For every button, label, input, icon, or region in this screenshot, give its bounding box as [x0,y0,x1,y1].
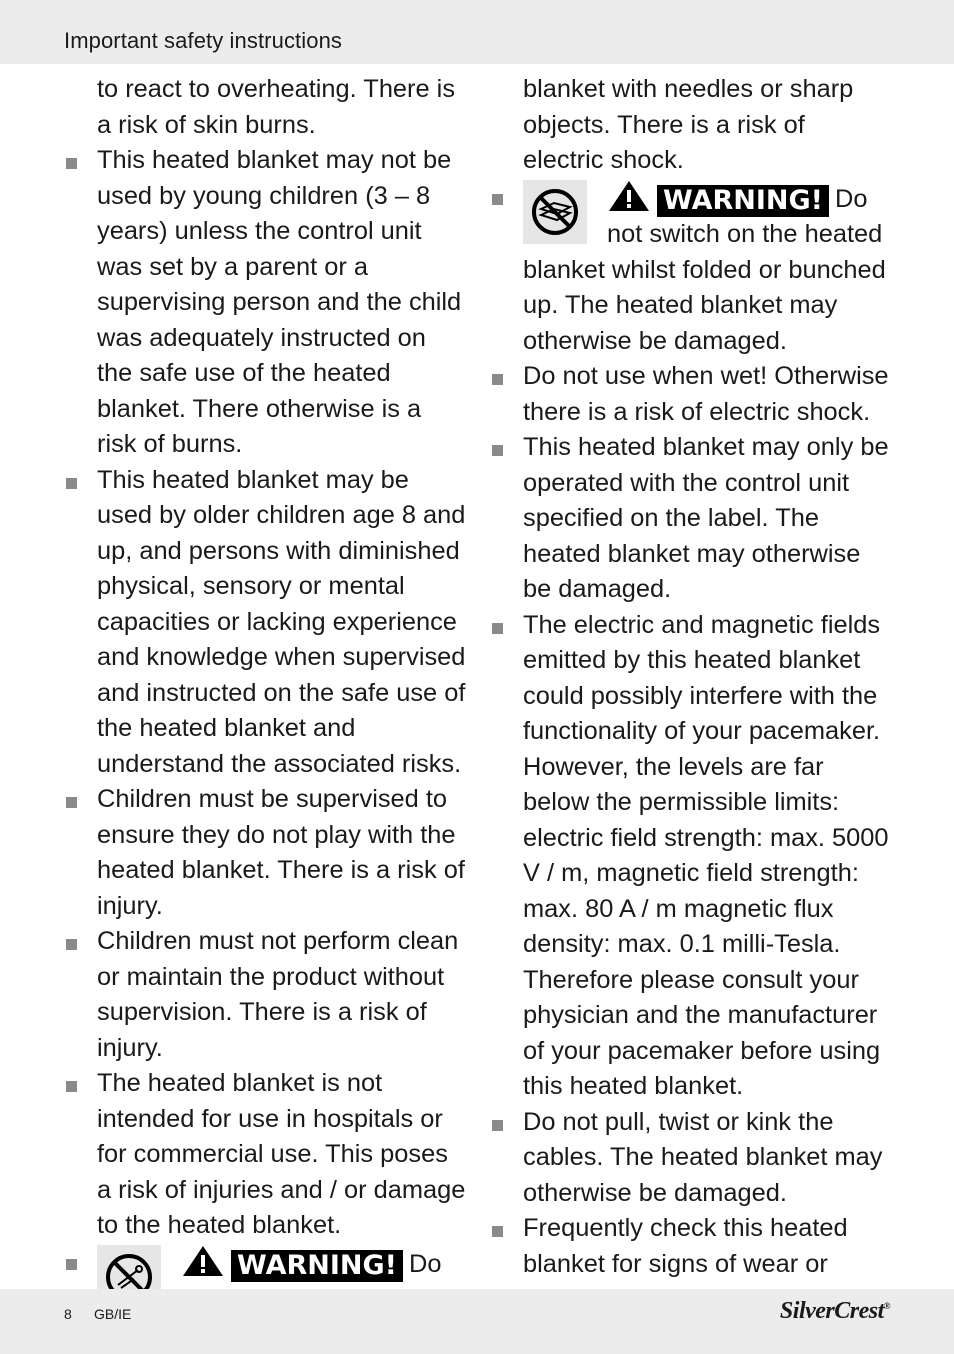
warning-triangle-icon [607,179,651,213]
list-item: This heated blanket may only be operated with the control unit specified on the label. The heated blanket may otherwise be damaged. [490,430,892,608]
continuation-text: to react to overheating. There is a risk of skin burns. [97,75,456,139]
bullet-icon [66,1259,77,1270]
warning-label: WARNING! [231,1250,403,1282]
right-column [490,72,892,1318]
bullet-icon [492,1120,503,1131]
locale-code: GB/IE [94,1306,132,1322]
bullet-icon [66,478,77,489]
list-item: The heated blanket is not intended for use in hospitals or for commercial use. This poses a risk of injuries and / or damage to the heated blanket. [64,1066,466,1244]
list-item: Frequently check this heated blanket for signs of wear or [490,1211,892,1318]
page-header [0,0,954,64]
bullet-icon [492,1226,503,1237]
bullet-icon [66,939,77,950]
bullet-icon [492,374,503,385]
bullet-icon [492,623,503,634]
page-number: 8 [64,1306,72,1322]
warning-item: WARNING! Do not switch on the heated blanket whilst folded or bunched up. The heated blanket may otherwise be damaged. [490,179,892,360]
bullet-icon [492,445,503,456]
section-title: Important safety instructions [64,28,343,53]
continuation-text: blanket with needles or sharp objects. There is a risk of electric shock. [523,75,854,174]
bullet-icon [492,194,503,205]
list-item: This heated blanket may not be used by young children (3 – 8 years) unless the control unit was set by a parent or a supervising person and the child was adequately instructed on the safe use of the heated blanket. There otherwise is a risk of burns. [64,143,466,463]
list-item: This heated blanket may be used by older children age 8 and up, and persons with diminished physical, sensory or mental capacities or lacking experience and knowledge when supervised and instructed on the safe use of the heated blanket and understand the associated risks. [64,463,466,783]
no-folding-icon [523,180,587,244]
bullet-icon [66,797,77,808]
list-item: Do not pull, twist or kink the cables. The heated blanket may otherwise be damaged. [490,1105,892,1212]
left-column [64,72,466,1318]
list-item: Do not use when wet! Otherwise there is a risk of electric shock. [490,359,892,430]
list-item: Children must not perform clean or maintain the product without supervision. There is a risk of injury. [64,924,466,1066]
warning-triangle-icon [181,1244,225,1278]
list-item: Children must be supervised to ensure they do not play with the heated blanket. There is a risk of injury. [64,782,466,924]
warning-label: WARNING! [657,185,829,217]
bullet-icon [66,1081,77,1092]
bullet-icon [66,158,77,169]
warning-item: WARNING! Do [64,1244,466,1318]
list-item: The electric and magnetic fields emitted by this heated blanket could possibly interfere with the functionality of your pacemaker. However, the levels are far below the permissible limits: electric field strength: max. 5000 V / m, magnetic field strength: max. 80 A / m magnetic flux density: max. 0.1 milli-Tesla. Therefore please consult your physician and the manufacturer of your pacemaker before using this heated blanket. [490,608,892,1105]
brand-logo: SilverCrest® [779,1298,890,1324]
